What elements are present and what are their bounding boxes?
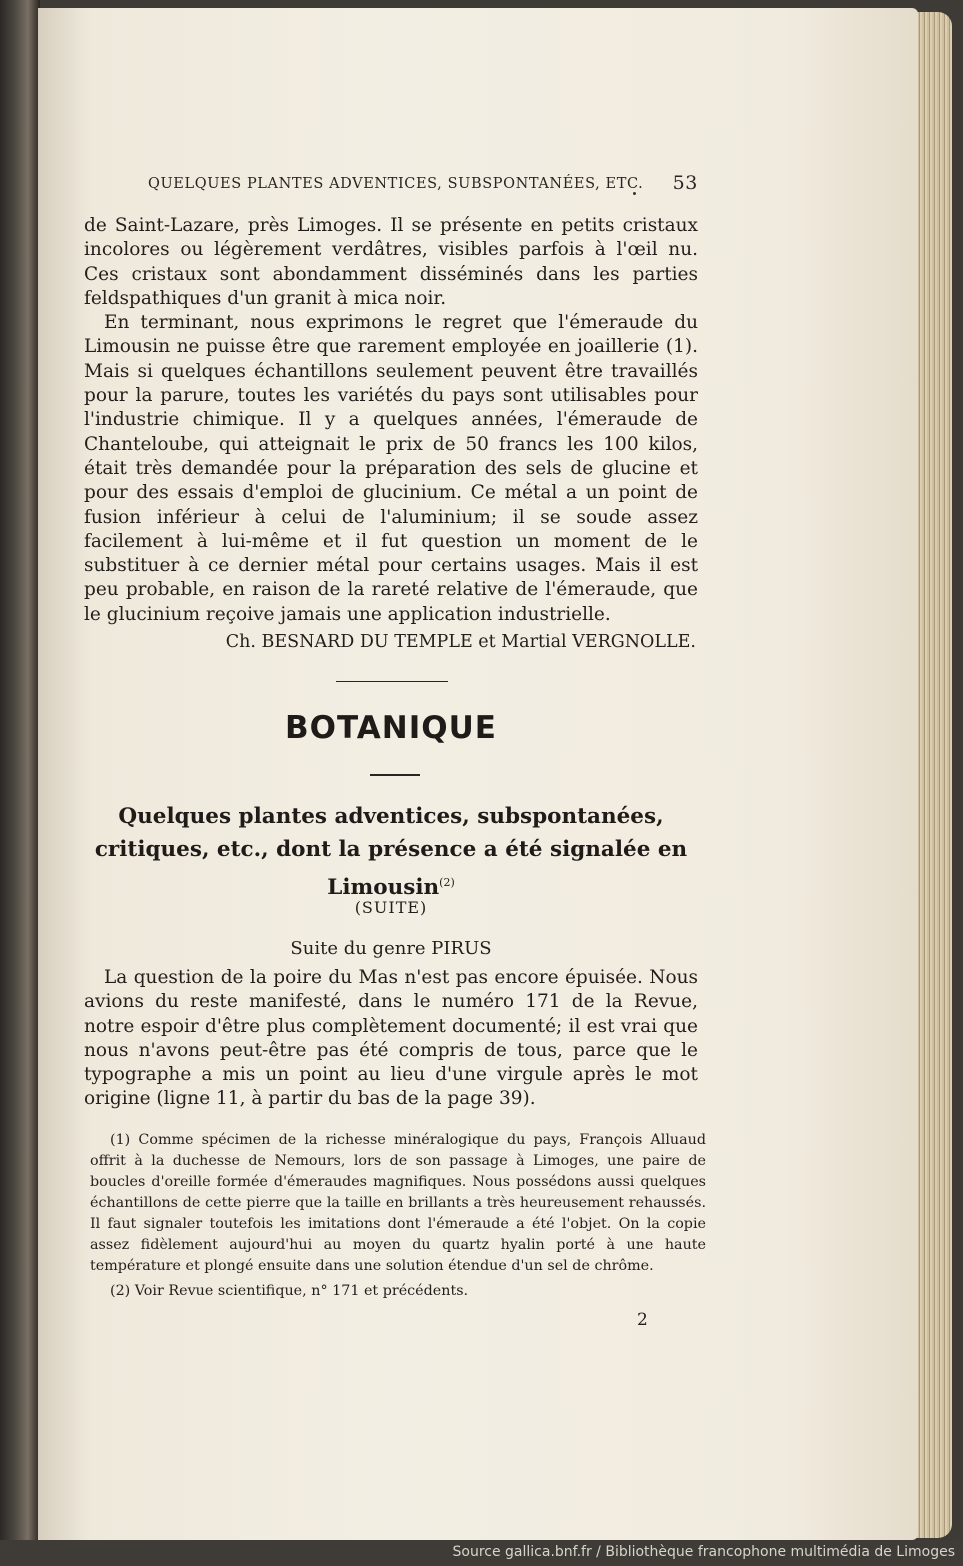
article-title-text: Quelques plantes adventices, subspontanées, critiques, etc., dont la présence a été signalée en Limousin xyxy=(94,804,688,901)
section-title: BOTANIQUE xyxy=(285,710,497,746)
continuation-text xyxy=(84,214,698,627)
article-text xyxy=(84,966,698,1112)
footnote-ref-2: (2) xyxy=(439,876,455,889)
authors-signature: Ch. BESNARD DU TEMPLE et Martial VERGNOLLE. xyxy=(225,632,696,652)
footnote-1: (1) Comme spécimen de la richesse minéralogique du pays, François Alluaud offrit à la duchesse de Nemours, lors de son passage à Limoges, une paire de boucles d'oreille formée d'émeraudes magnifiques. Nous possédons aussi quelques échantillons de cette pierre que la taille en brillants a très heureusement rehaussés. Il faut signaler toutefois les imitations dont l'émeraude a été l'objet. On la copie assez fidèlement aujourd'hui au moyen du quartz hyalin porté à une haute température et plongé ensuite dans une solution étendue d'un sel de chrôme. xyxy=(90,1132,706,1274)
source-credit: Source gallica.bnf.fr / Bibliothèque francophone multimédia de Limoges xyxy=(452,1544,955,1560)
source-bar xyxy=(0,1540,963,1566)
paragraph-1: de Saint-Lazare, près Limoges. Il se présente en petits cristaux incolores ou légèrement verdâtres, visibles parfois à l'œil nu. Ces cristaux sont abondamment disséminés dans les parties feldspathiques d'un granit à mica noir. xyxy=(84,215,698,309)
facing-page-edge xyxy=(0,0,40,1540)
article-paragraph: La question de la poire du Mas n'est pas encore épuisée. Nous avions du reste manifesté, dans le numéro 171 de la Revue, notre espoir d'être plus complètement documenté; il est vrai que nous n'avons peut-être pas été compris de tous, parce que le typographe a mis un point au lieu d'une virgule après le mot origine (ligne 11, à partir du bas de la page 39). xyxy=(84,967,698,1110)
title-divider xyxy=(370,774,420,776)
footnote-2: (2) Voir Revue scientifique, n° 171 et précédents. xyxy=(110,1283,469,1299)
subheading: Suite du genre PIRUS xyxy=(290,938,492,959)
ink-dot xyxy=(633,192,636,195)
section-divider xyxy=(336,681,448,682)
signature-mark: 2 xyxy=(637,1310,648,1330)
article-title xyxy=(84,800,698,904)
page-number: 53 xyxy=(672,172,698,194)
footnotes xyxy=(90,1130,706,1302)
running-head-title: QUELQUES PLANTES ADVENTICES, SUBSPONTANÉES, ETC. xyxy=(148,176,644,192)
suite-label: (SUITE) xyxy=(354,898,428,917)
paragraph-2: En terminant, nous exprimons le regret que l'émeraude du Limousin ne puisse être que rarement employée en joaillerie (1). Mais si quelques échantillons seulement peuvent être travaillés pour la parure, toutes les variétés du pays sont utilisables pour l'industrie chimique. Il y a quelques années, l'émeraude de Chanteloube, qui atteignait le prix de 50 francs les 100 kilos, était très demandée pour la préparation des sels de glucine et pour des essais d'emploi de glucinium. Ce métal a un point de fusion inférieur à celui de l'aluminium; il se soude assez facilement à lui-même et il fut question un moment de le substituer à ce dernier métal pour certains usages. Mais il est peu probable, en raison de la rareté relative de l'émeraude, que le glucinium reçoive jamais une application industrielle. xyxy=(84,312,698,625)
page-stack-edge xyxy=(912,12,952,1538)
